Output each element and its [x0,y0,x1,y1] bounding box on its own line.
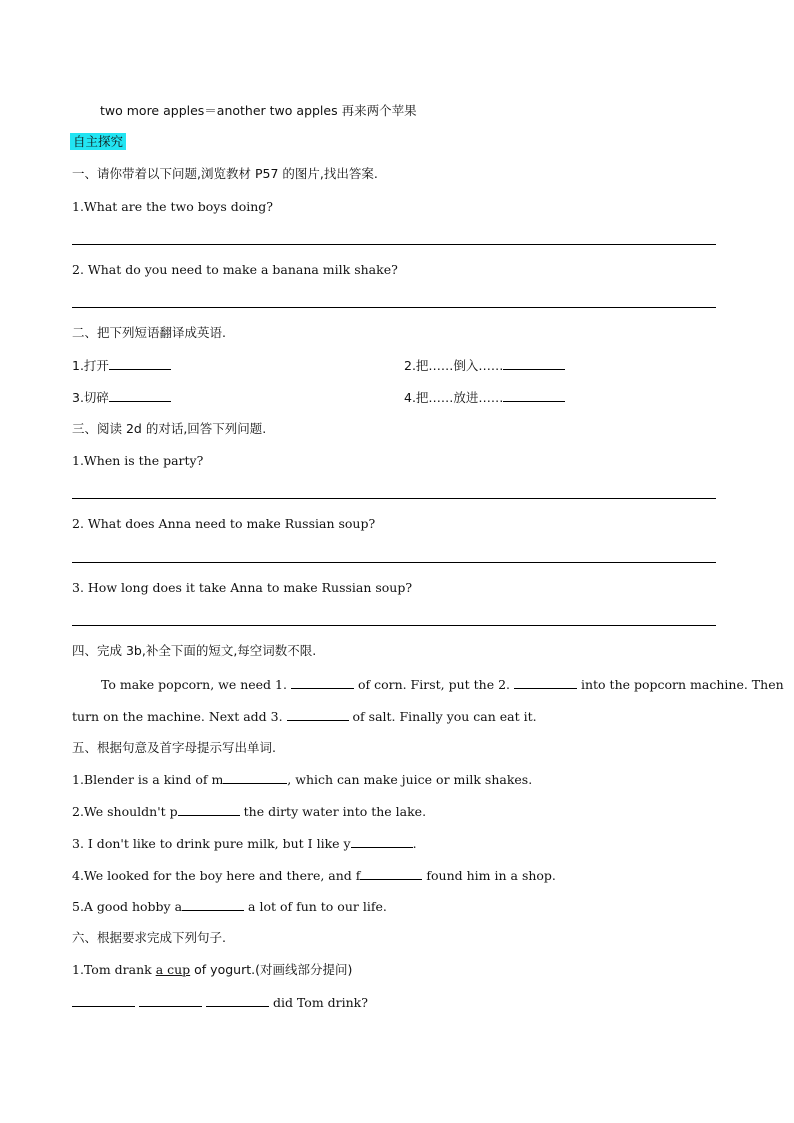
section-6-title: 六、根据要求完成下列句子. [72,930,226,945]
intro-line: two more apples＝another two apples 再来两个苹果 [100,103,417,118]
text: found him in a shop. [426,868,556,883]
s2-item-4 [404,389,565,406]
s2-item-3 [72,389,171,406]
s5-question-2 [72,803,426,820]
blank[interactable] [182,898,244,911]
blank[interactable] [503,389,565,402]
text: 3. I don't like to drink pure milk, but I like y [72,836,351,851]
text: 1.Blender is a kind of m [72,772,224,787]
section-4-title: 四、完成 3b,补全下面的短文,每空词数不限. [72,643,317,658]
text: turn on the machine. Next add 3. [72,709,283,724]
answer-line [72,562,716,563]
section-2-title: 二、把下列短语翻译成英语. [72,325,226,340]
s1-question-2: 2. What do you need to make a banana milk shake? [72,262,398,277]
blank[interactable] [360,867,422,880]
s2-item-1 [72,357,171,374]
text: of yogurt.(对画线部分提问) [194,962,353,977]
blank[interactable] [72,994,135,1007]
blank[interactable] [109,389,171,402]
text: a lot of fun to our life. [248,899,387,914]
s2-item-3-label: 3.切碎 [72,390,109,405]
s3-question-1: 1.When is the party? [72,453,204,468]
s2-item-1-label: 1.打开 [72,358,109,373]
section-5-title: 五、根据句意及首字母提示写出单词. [72,740,276,755]
s6-answer-1 [72,994,368,1011]
s5-question-4 [72,867,556,884]
blank[interactable] [178,803,240,816]
s4-paragraph-line-2 [72,708,537,725]
blank[interactable] [287,708,349,721]
text: 2.We shouldn't p [72,804,178,819]
answer-line [72,625,716,626]
text: 1.Tom drank [72,962,152,977]
blank[interactable] [139,994,202,1007]
s2-item-2-label: 2.把……倒入…… [404,358,504,373]
text: the dirty water into the lake. [243,804,427,819]
underlined-phrase: a cup [155,962,191,977]
blank[interactable] [291,676,354,689]
s2-item-4-label: 4.把……放进…… [404,390,504,405]
s3-question-3: 3. How long does it take Anna to make Russian soup? [72,580,413,595]
section-tag-label: 自主探究 [70,133,126,150]
blank[interactable] [206,994,269,1007]
text: of salt. Finally you can eat it. [352,709,537,724]
blank[interactable] [223,771,287,784]
text: . [412,836,417,851]
section-3-title: 三、阅读 2d 的对话,回答下列问题. [72,421,267,436]
blank[interactable] [351,835,413,848]
text: , which can make juice or milk shakes. [287,772,533,787]
text: into the popcorn machine. Then [580,677,784,692]
section-1-title: 一、请你带着以下问题,浏览教材 P57 的图片,找出答案. [72,166,378,181]
s5-question-1 [72,771,532,788]
s6-question-1 [72,962,352,978]
answer-line [72,307,716,308]
s5-question-3 [72,835,417,852]
text: did Tom drink? [272,995,368,1010]
answer-line [72,498,716,499]
answer-line [72,244,716,245]
s3-question-2: 2. What does Anna need to make Russian soup? [72,516,376,531]
s4-paragraph-line-1 [101,676,784,693]
blank[interactable] [514,676,577,689]
s2-item-2 [404,357,565,374]
text: To make popcorn, we need 1. [101,677,287,692]
s5-question-5 [72,898,387,915]
text: of corn. First, put the 2. [357,677,511,692]
text: 4.We looked for the boy here and there, and f [72,868,361,883]
blank[interactable] [109,357,171,370]
text: 5.A good hobby a [72,899,183,914]
section-tag [70,134,126,150]
s1-question-1: 1.What are the two boys doing? [72,199,273,214]
blank[interactable] [503,357,565,370]
